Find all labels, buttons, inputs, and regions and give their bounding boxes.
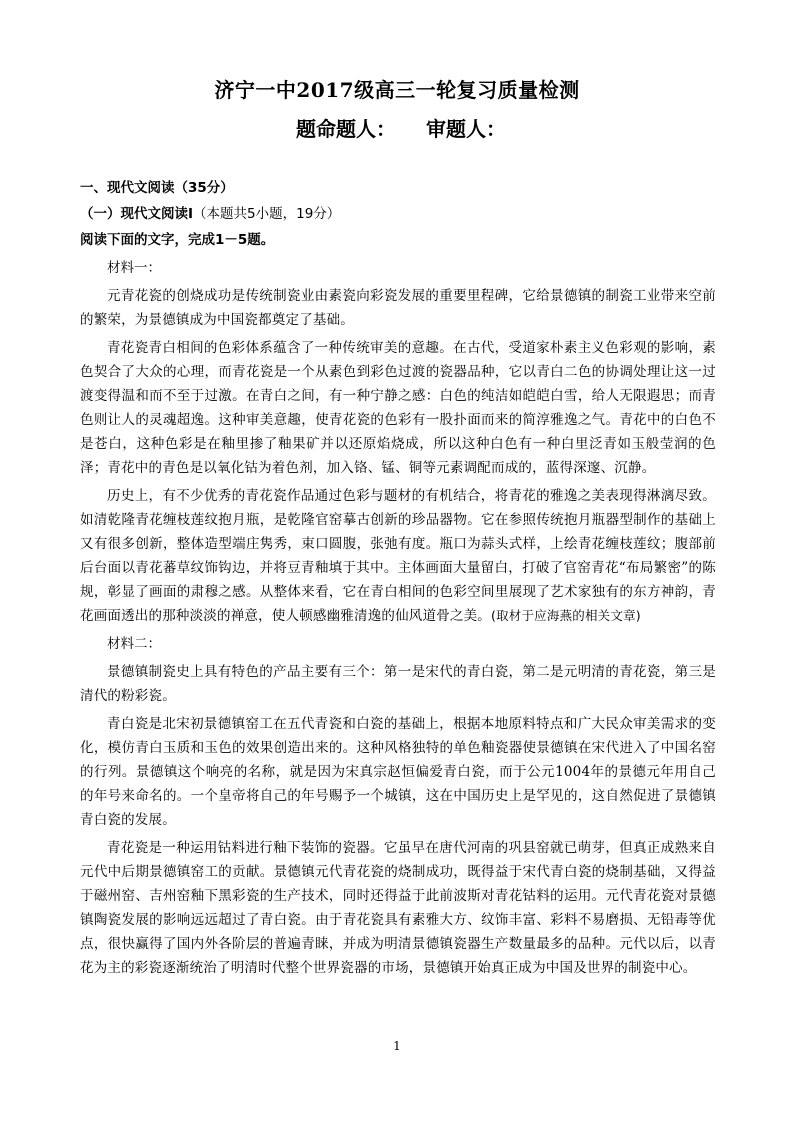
- sub-section-note: （本题共5小题，19分）: [193, 206, 341, 222]
- material-two-label: 材料二：: [107, 636, 161, 652]
- reading-instruction: 阅读下面的文字，完成1－5题。: [80, 232, 275, 248]
- material-one-paragraph-2: 青花瓷青白相间的色彩体系蕴含了一种传统审美的意趣。在古代，受道家朴素主义色彩观的影响，素色契合了大众的心理，而青花瓷是一个从素色到彩色过渡的瓷器品种，它以青白二色的协调处理让这一过渡变得温和而不至于过激。在青白之间，有一种宁静之感：白色的纯洁如皑皑白雪，给人无限遐思；而青色则让人的灵魂超逸。这种审美意趣，使青花瓷的色彩有一股扑面而来的简淳雅逸之气。青花中的白色不是苍白，这种色彩是在釉里掺了釉果矿并以还原焰烧成，所以这种白色有一种白里泛青如玉般莹润的色泽；青花中的青色是以氧化钴为着色剂，加入铬、锰、铜等元素调配而成的，蓝得深邃、沉静。: [80, 340, 716, 476]
- exam-title: 济宁一中2017级高三一轮复习质量检测: [214, 78, 580, 102]
- exam-content: [80, 176, 716, 980]
- material-one-label: 材料一：: [107, 260, 161, 276]
- material-two-paragraph-2: 青白瓷是北宋初景德镇窑工在五代青瓷和白瓷的基础上，根据本地原料特点和广大民众审美需求的变化，模仿青白玉质和玉色的效果创造出来的。这种风格独特的单色釉瓷器使景德镇在宋代进入了中国名窑的行列。景德镇这个响亮的名称，就是因为宋真宗赵恒偏爱青白瓷，而于公元1004年的景德元年用自己的年号来命名的。一个皇帝将自己的年号赐予一个城镇，这在中国历史上是罕见的，这自然促进了景德镇青白瓷的发展。: [80, 716, 716, 828]
- sub-section-heading: [80, 202, 716, 226]
- material-one-paragraph-3-text: 历史上，有不少优秀的青花瓷作品通过色彩与题材的有机结合，将青花的雅逸之美表现得淋漓尽致。如清乾隆青花缠枝莲纹抱月瓶，是乾隆官窑摹古创新的珍品器物。它在参照传统抱月瓶器型制作的基础上又有很多创新，整体造型端庄隽秀，束口圆腹，张弛有度。瓶口为蒜头式样，上绘青花缠枝莲纹；腹部前后台面以青花蕃草纹饰钩边，并将豆青釉填于其中。主体画面大量留白，打破了官窑青花“布局繁密”的陈规，彰显了画面的肃穆之感。从整体来看，它在青白相间的色彩空间里展现了艺术家独有的东方神韵，青花画面透出的那种淡淡的禅意，使人顿感幽雅清逸的仙风道骨之美。: [80, 488, 716, 624]
- reviewer-label: 审题人：: [426, 117, 506, 141]
- material-one-source: (取材于应海燕的相关文章): [491, 608, 641, 623]
- material-one-paragraph-1: 元青花瓷的创烧成功是传统制瓷业由素瓷向彩瓷发展的重要里程碑，它给景德镇的制瓷工业带来空前的繁荣，为景德镇成为中国瓷都奠定了基础。: [80, 288, 716, 328]
- material-two-paragraph-3: 青花瓷是一种运用钴料进行釉下装饰的瓷器。它虽早在唐代河南的巩县窑就已萌芽，但真正成熟来自元代中后期景德镇窑工的贡献。景德镇元代青花瓷的烧制成功，既得益于宋代青白瓷的烧制基础，又得益于磁州窑、吉州窑釉下黑彩瓷的生产技术，同时还得益于此前波斯对青花钴料的运用。元代青花瓷对景德镇陶瓷发展的影响远远超过了青白瓷。由于青花瓷具有素雅大方、纹饰丰富、彩料不易磨损、无铅毒等优点，很快赢得了国内外各阶层的普遍青睐，并成为明清景德镇瓷器生产数量最多的品种。元代以后，以青花为主的彩瓷逐渐统治了明清时代整个世界瓷器的市场，景德镇开始真正成为中国及世界的制瓷中心。: [80, 840, 716, 976]
- material-two-paragraph-1: 景德镇制瓷史上具有特色的产品主要有三个：第一是宋代的青白瓷，第二是元明清的青花瓷，第三是清代的粉彩瓷。: [80, 664, 716, 704]
- section-heading: 一、现代文阅读（35分）: [80, 180, 234, 196]
- sub-section-label: （一）现代文阅读Ⅰ: [80, 206, 194, 222]
- page-number: 1: [393, 1039, 401, 1053]
- author-label: 题命题人：: [296, 117, 396, 141]
- material-one-paragraph-3: [80, 484, 716, 628]
